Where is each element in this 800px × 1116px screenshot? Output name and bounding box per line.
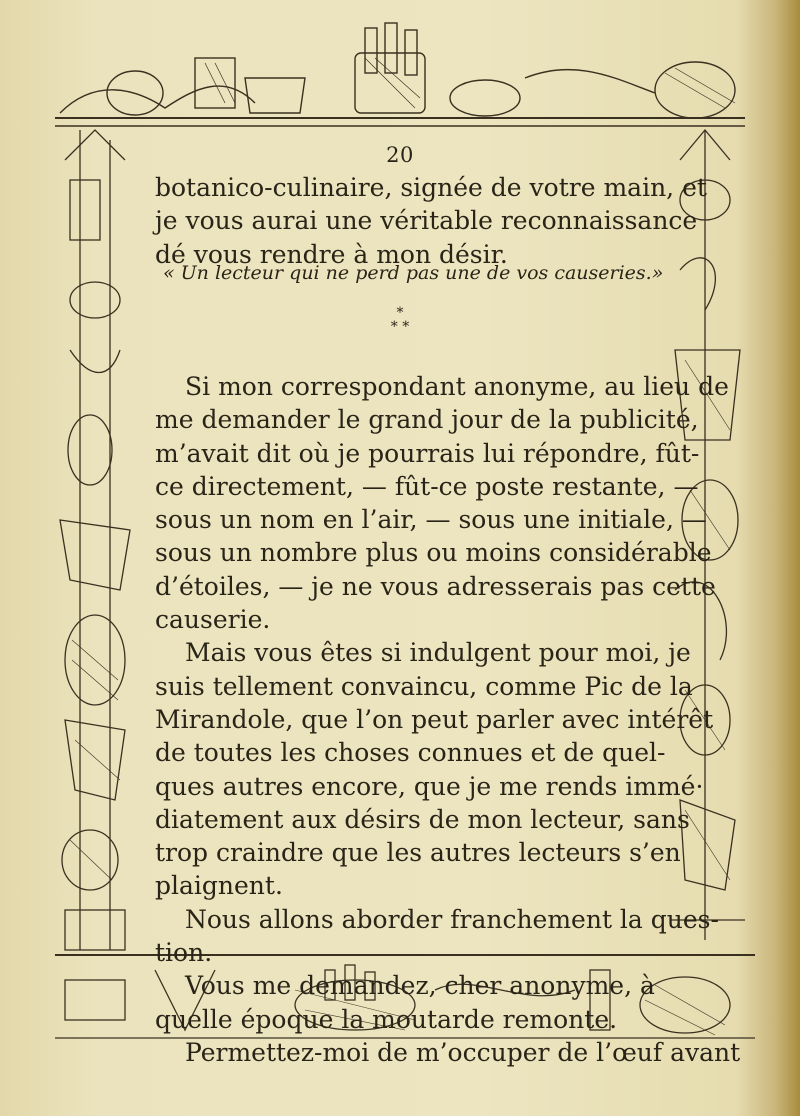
text-line: Mais vous êtes si indulgent pour moi, je: [185, 638, 691, 668]
text-line: je vous aurai une véritable reconnaissance: [155, 206, 698, 236]
text-line: Vous me demandez, cher anonyme, à: [185, 971, 655, 1001]
left-border-engraving: [50, 120, 140, 960]
text-line: Si mon correspondant anonyme, au lieu de: [185, 372, 729, 401]
text-line: ques autres encore, que je me rends immé·: [155, 771, 704, 801]
intro-paragraph: [155, 171, 707, 271]
text-line: sous un nombre plus ou moins considérable: [155, 538, 712, 568]
text-line: trop craindre que les autres lecteurs s’en: [155, 838, 681, 868]
text-line: diatement aux désirs de mon lecteur, sans: [155, 804, 690, 834]
text-line: plaignent.: [155, 871, 283, 901]
text-line: tion.: [155, 938, 213, 968]
header-engraving: [55, 18, 745, 130]
text-line: Nous allons aborder franchement la ques-: [185, 904, 719, 934]
text-line: causerie.: [155, 605, 271, 635]
page-number: 20: [386, 143, 414, 167]
text-line: suis tellement convaincu, comme Pic de la: [155, 671, 693, 701]
text-line: Permettez-moi de m’occuper de l’œuf avant: [185, 1037, 741, 1067]
reader-signature: « Un lecteur qui ne perd pas une de vos causeries.»: [163, 262, 664, 284]
text-line: Mirandole, que l’on peut parler avec intérêt: [155, 704, 714, 734]
body-text: [155, 370, 741, 1069]
text-line: sous un nom en l’air, — sous une initiale, —: [155, 505, 707, 535]
text-line: botanico-culinaire, signée de votre main, et: [155, 173, 707, 202]
text-line: me demander le grand jour de la publicité,: [155, 405, 699, 435]
asterism-separator: [380, 306, 420, 342]
text-line: ce directement, — fût-ce poste restante, —: [155, 471, 699, 501]
text-line: quelle époque la moutarde remonte.: [155, 1004, 618, 1034]
asterism-top: *: [396, 305, 404, 321]
text-line: de toutes les choses connues et de quel-: [155, 738, 666, 768]
text-line: dé vous rendre à mon désir.: [155, 239, 508, 269]
text-line: m’avait dit où je pourrais lui répondre, fût-: [155, 438, 700, 468]
text-line: d’étoiles, — je ne vous adresserais pas cette: [155, 571, 716, 601]
asterism-bottom: * *: [390, 319, 410, 335]
